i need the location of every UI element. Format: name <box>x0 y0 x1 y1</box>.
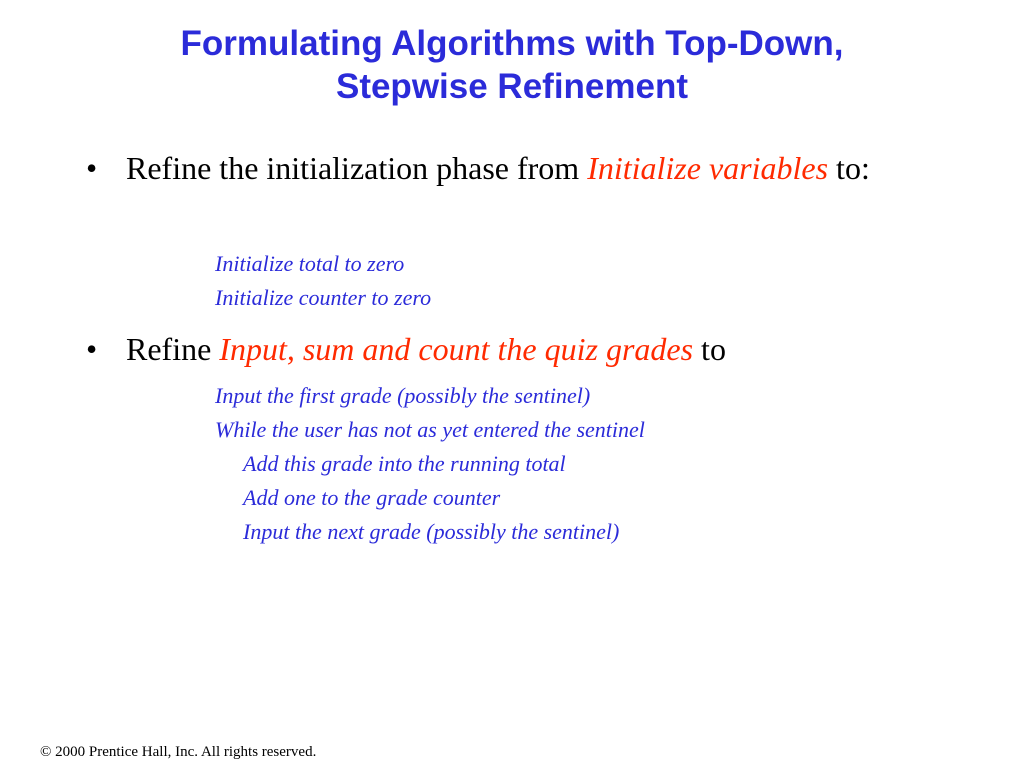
bullet-1-suffix: to: <box>828 150 870 186</box>
bullet-marker: • <box>86 150 98 186</box>
bullet-2-suffix: to <box>693 331 726 367</box>
bullet-text-2 <box>126 327 886 372</box>
pseudocode-line: Initialize total to zero <box>215 251 405 276</box>
bullet-text-1 <box>126 146 886 191</box>
slide-title <box>0 22 1024 108</box>
slide-title-line-1: Formulating Algorithms with Top-Down, <box>180 24 844 63</box>
bullet-1-prefix: Refine the initialization phase from <box>126 150 588 186</box>
pseudocode-line: While the user has not as yet entered the sentinel <box>215 417 645 442</box>
copyright-footer: © 2000 Prentice Hall, Inc. All rights reserved. <box>40 744 317 760</box>
pseudocode-line: Initialize counter to zero <box>215 285 432 310</box>
slide-title-line-2: Stepwise Refinement <box>335 67 689 106</box>
bullet-2-prefix: Refine <box>126 331 220 367</box>
pseudocode-line: Input the next grade (possibly the sentinel) <box>243 519 620 544</box>
pseudocode-line: Add one to the grade counter <box>243 485 501 510</box>
pseudocode-line: Input the first grade (possibly the sentinel) <box>215 383 591 408</box>
bullet-marker: • <box>86 331 98 367</box>
pseudocode-line: Add this grade into the running total <box>243 451 566 476</box>
bullet-2-emphasis: Input, sum and count the quiz grades <box>219 331 694 367</box>
bullet-1-emphasis: Initialize variables <box>587 150 829 186</box>
